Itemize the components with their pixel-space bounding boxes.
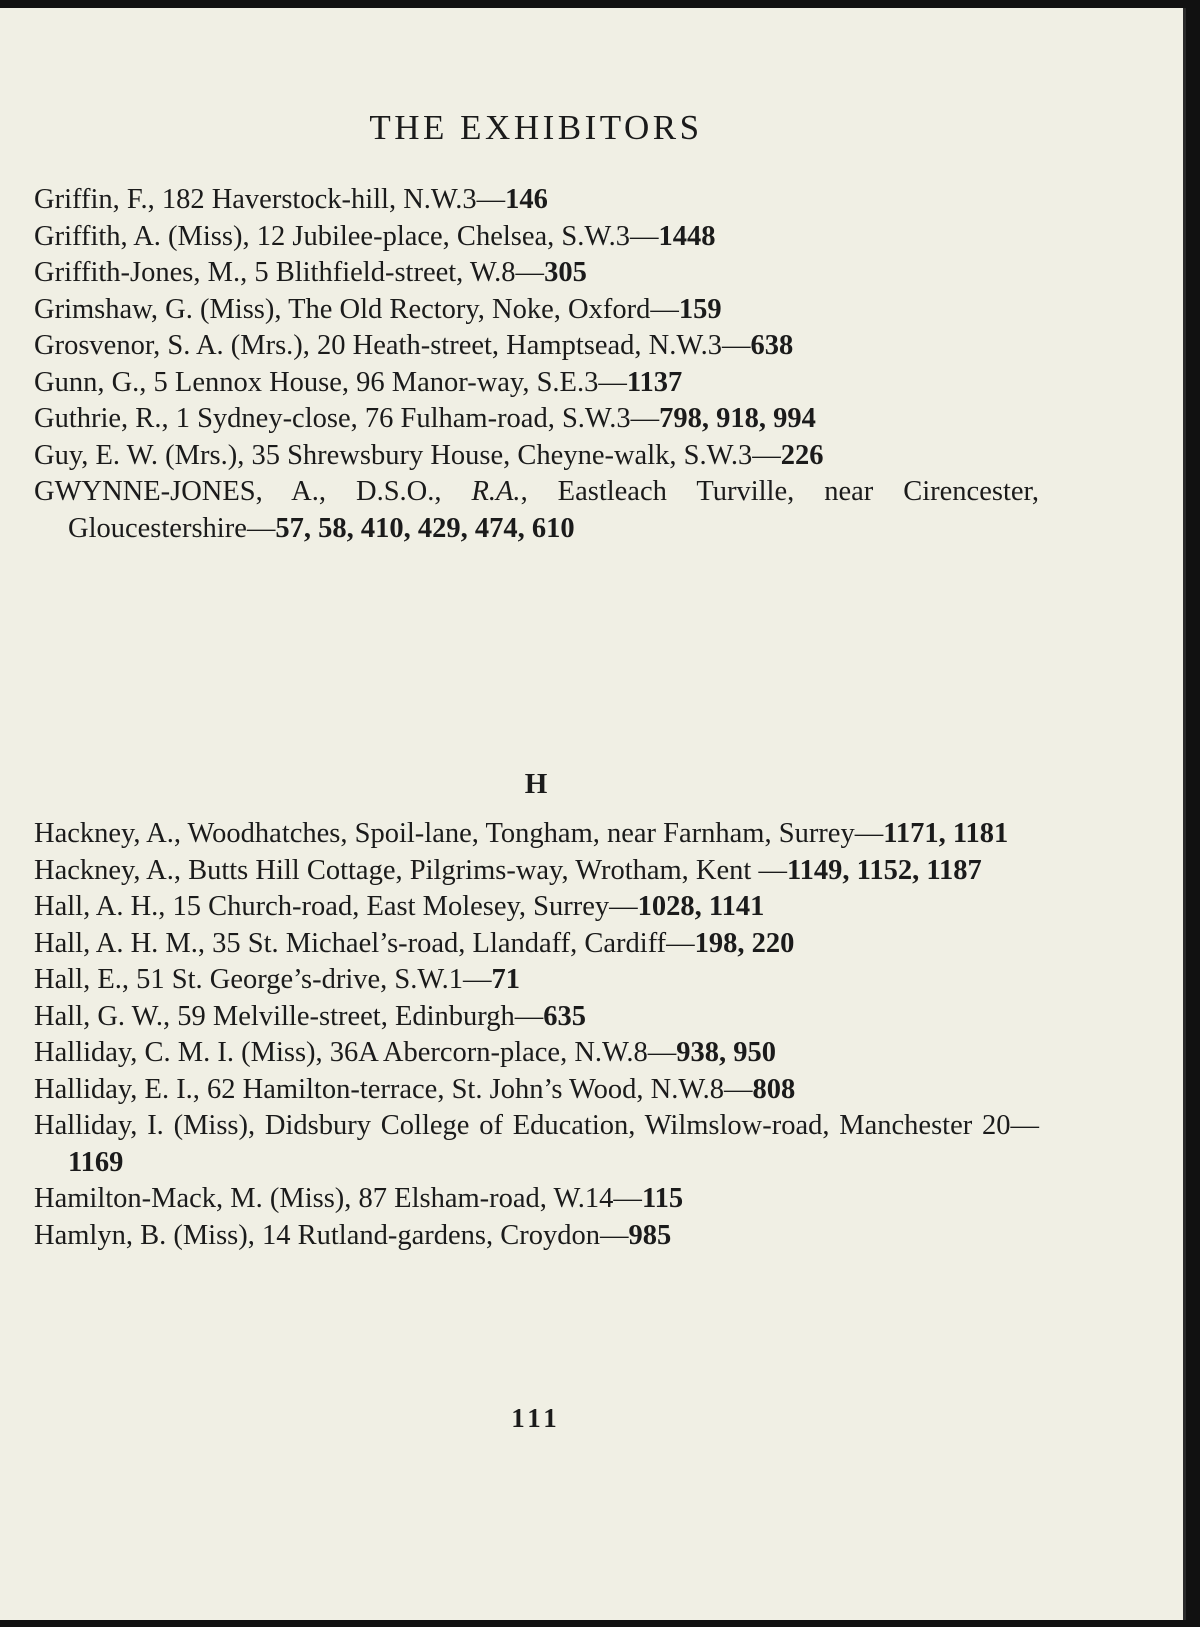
catalogue-numbers: 1171, 1181 — [883, 818, 1009, 849]
entry-text: Griffin, F., 182 Haverstock-hill, N.W.3— — [34, 184, 506, 215]
entry-text: Grimshaw, G. (Miss), The Old Rectory, Noke, Oxford— — [34, 293, 679, 325]
entry-text: Halliday, E. I., 62 Hamilton-terrace, St. John’s Wood, N.W.8— — [34, 1073, 753, 1105]
catalogue-numbers: 1448 — [658, 220, 716, 252]
entry-text: GWYNNE-JONES, A., D.S.O., — [34, 476, 472, 507]
exhibitor-entry — [34, 401, 1039, 438]
exhibitor-entry — [34, 438, 1039, 475]
exhibitor-list-h — [34, 816, 1039, 1254]
entry-text: Hackney, A., Butts Hill Cottage, Pilgrims-way, Wrotham, Kent — — [34, 854, 787, 886]
catalogue-numbers: 57, 58, 410, 429, 474, 610 — [275, 512, 575, 544]
entry-text: Gunn, G., 5 Lennox House, 96 Manor-way, S.E.3— — [34, 366, 627, 398]
exhibitor-entry — [34, 182, 1039, 219]
exhibitor-entry — [34, 1181, 1039, 1218]
catalogue-numbers: 146 — [505, 184, 548, 215]
entry-text: Halliday, C. M. I. (Miss), 36A Abercorn-place, N.W.8— — [34, 1037, 677, 1068]
catalogue-numbers: 1169 — [68, 1146, 124, 1178]
exhibitor-entry — [34, 853, 1039, 890]
entry-text-continued: , Eastleach Turville, near Cirencester, Gloucestershire— — [68, 476, 1039, 544]
catalogue-numbers: 1028, 1141 — [637, 891, 765, 922]
exhibitor-entry — [34, 328, 1039, 365]
entry-text: Hall, A. H. M., 35 St. Michael’s-road, Llandaff, Cardiff— — [34, 927, 695, 959]
catalogue-numbers: 635 — [543, 1000, 586, 1032]
catalogue-numbers: 115 — [641, 1183, 684, 1214]
entry-text: Hamlyn, B. (Miss), 14 Rutland-gardens, Croydon— — [34, 1219, 629, 1251]
exhibitor-entry — [34, 292, 1039, 329]
catalogue-numbers: 1149, 1152, 1187 — [786, 854, 982, 886]
catalogue-numbers: 938, 950 — [676, 1037, 776, 1068]
page-title: THE EXHIBITORS — [369, 108, 703, 147]
exhibitor-entry — [34, 889, 1039, 926]
entry-text: Hall, G. W., 59 Melville-street, Edinburgh— — [34, 1000, 544, 1032]
entry-text: Hall, A. H., 15 Church-road, East Molesey, Surrey— — [34, 891, 638, 922]
catalogue-numbers: 798, 918, 994 — [659, 403, 816, 434]
entry-text: Guy, E. W. (Mrs.), 35 Shrewsbury House, Cheyne-walk, S.W.3— — [34, 439, 781, 471]
entry-text: Hall, E., 51 St. George’s-drive, S.W.1— — [34, 964, 492, 995]
catalogue-numbers: 1137 — [626, 366, 683, 398]
catalogue-numbers: 305 — [544, 257, 587, 288]
entry-text: Griffith, A. (Miss), 12 Jubilee-place, Chelsea, S.W.3— — [34, 220, 659, 252]
entry-text: Hackney, A., Woodhatches, Spoil-lane, Tongham, near Farnham, Surrey— — [34, 818, 884, 849]
exhibitor-entry — [34, 999, 1039, 1036]
exhibitor-entry — [34, 1218, 1039, 1255]
academy-rank: R.A. — [471, 476, 521, 507]
entry-text: Halliday, I. (Miss), Didsbury College of Education, Wilmslow-road, Manchester 20— — [34, 1110, 1039, 1141]
entry-text: Guthrie, R., 1 Sydney-close, 76 Fulham-road, S.W.3— — [34, 403, 660, 434]
book-page — [0, 8, 1186, 1620]
exhibitor-entry — [34, 1072, 1039, 1109]
entry-text: Hamilton-Mack, M. (Miss), 87 Elsham-road, W.14— — [34, 1183, 642, 1214]
catalogue-numbers: 808 — [752, 1073, 796, 1105]
exhibitor-entry — [34, 816, 1039, 853]
exhibitor-entry — [34, 962, 1039, 999]
exhibitor-entry — [34, 1108, 1039, 1181]
entry-text: Grosvenor, S. A. (Mrs.), 20 Heath-street, Hamptsead, N.W.3— — [34, 330, 751, 361]
catalogue-numbers: 198, 220 — [694, 927, 795, 959]
catalogue-numbers: 638 — [750, 330, 794, 361]
exhibitor-entry — [34, 365, 1039, 402]
catalogue-numbers: 985 — [628, 1219, 672, 1251]
exhibitor-entry — [34, 926, 1039, 963]
exhibitor-entry — [34, 255, 1039, 292]
catalogue-numbers: 71 — [491, 964, 521, 995]
exhibitor-entry — [34, 474, 1039, 547]
exhibitor-entry — [34, 1035, 1039, 1072]
exhibitor-list-g — [34, 182, 1039, 547]
page-number: 111 — [511, 1403, 561, 1433]
entry-text: Griffith-Jones, M., 5 Blithfield-street, W.8— — [34, 257, 545, 288]
exhibitor-entry — [34, 219, 1039, 256]
catalogue-numbers: 159 — [678, 293, 722, 325]
catalogue-numbers: 226 — [780, 439, 824, 471]
section-letter: H — [524, 768, 548, 800]
